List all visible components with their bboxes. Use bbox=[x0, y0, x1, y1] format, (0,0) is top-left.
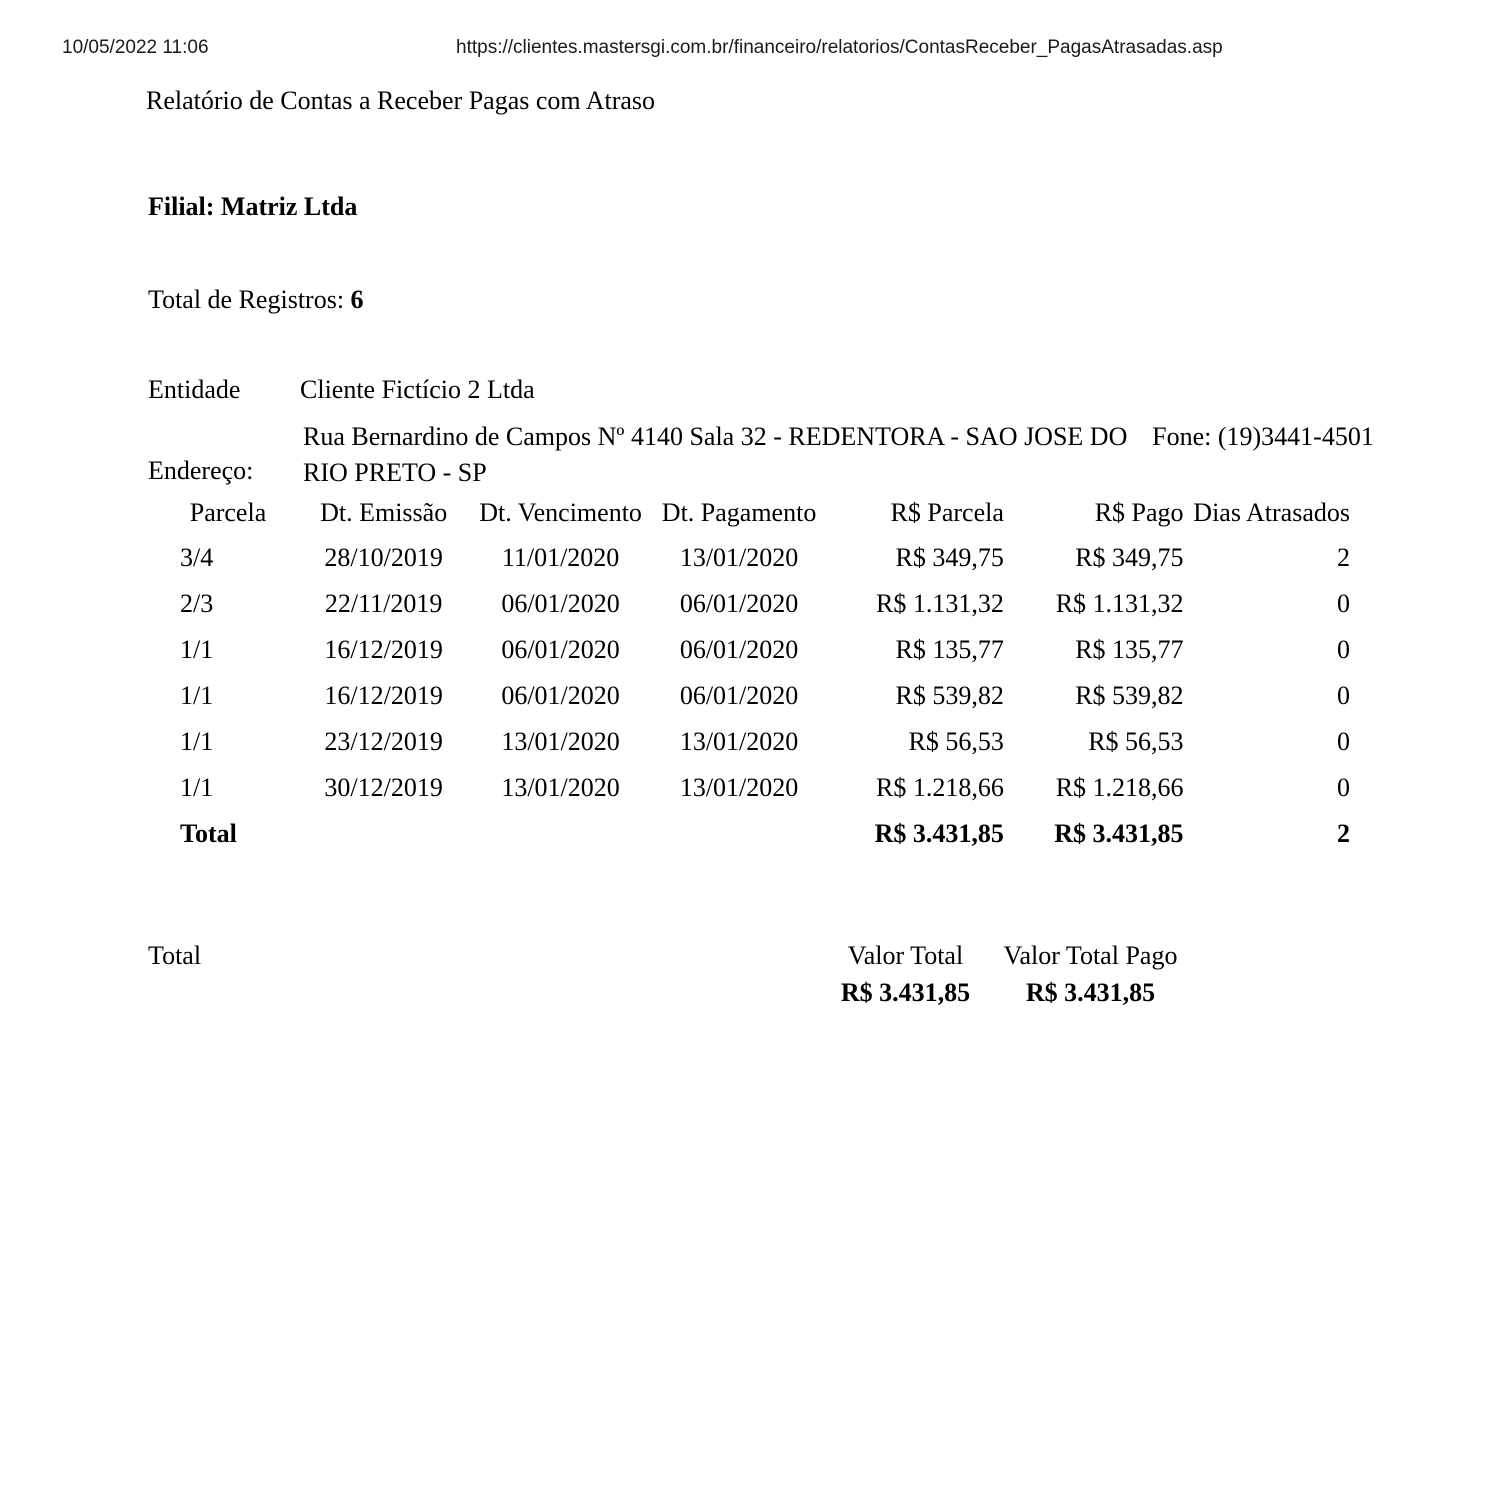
cell-emissao: 16/12/2019 bbox=[324, 681, 443, 710]
cell-valor-pago: R$ 1.131,32 bbox=[1055, 589, 1184, 618]
cell-dias-atrasados: 2 bbox=[1337, 543, 1350, 572]
address-label: Endereço: bbox=[148, 456, 254, 485]
table-row bbox=[160, 627, 1350, 673]
grand-total-header-valor-total-pago: Valor Total Pago bbox=[1003, 941, 1178, 970]
cell-parcela: 1/1 bbox=[180, 773, 214, 802]
grand-total-label: Total bbox=[148, 941, 202, 970]
cell-valor-parcela: R$ 135,77 bbox=[895, 635, 1004, 664]
cell-valor-parcela: R$ 56,53 bbox=[908, 727, 1004, 756]
page-title: Relatório de Contas a Receber Pagas com Atraso bbox=[146, 86, 656, 115]
table-header bbox=[160, 495, 1350, 535]
column-header-emissao: Dt. Emissão bbox=[320, 498, 448, 527]
grand-total-header-valor-total: Valor Total bbox=[847, 941, 964, 970]
table-body bbox=[160, 535, 1350, 857]
column-header-vencimento: Dt. Vencimento bbox=[479, 498, 642, 527]
entity-label: Entidade bbox=[148, 375, 241, 404]
cell-valor-pago: R$ 1.218,66 bbox=[1055, 773, 1184, 802]
cell-parcela: 1/1 bbox=[180, 681, 214, 710]
cell-valor-pago: R$ 135,77 bbox=[1075, 635, 1184, 664]
cell-valor-parcela: R$ 349,75 bbox=[895, 543, 1004, 572]
grand-total-value-row bbox=[823, 974, 1193, 1012]
table-header-row bbox=[160, 495, 1350, 535]
grand-total-valor-total-pago: R$ 3.431,85 bbox=[1025, 978, 1156, 1007]
total-records-value: 6 bbox=[350, 285, 364, 314]
cell-dias-atrasados: 0 bbox=[1337, 589, 1350, 618]
cell-pagamento: 13/01/2020 bbox=[679, 773, 799, 802]
cell-dias-atrasados: 0 bbox=[1337, 635, 1350, 664]
address-row bbox=[148, 419, 1378, 491]
total-label: Total bbox=[180, 819, 237, 848]
total-emissao bbox=[296, 811, 471, 857]
cell-parcela: 3/4 bbox=[180, 543, 214, 572]
total-records-label: Total de Registros: bbox=[148, 285, 345, 314]
cell-vencimento: 06/01/2020 bbox=[501, 589, 620, 618]
grand-total-header bbox=[823, 938, 1193, 974]
table-row bbox=[160, 581, 1350, 627]
browser-print-header bbox=[0, 36, 1500, 60]
cell-valor-pago: R$ 56,53 bbox=[1088, 727, 1184, 756]
cell-pagamento: 13/01/2020 bbox=[679, 543, 799, 572]
column-header-parcela: Parcela bbox=[189, 498, 267, 527]
table-row bbox=[160, 765, 1350, 811]
grand-total-table bbox=[823, 938, 1193, 1012]
cell-pagamento: 06/01/2020 bbox=[679, 635, 799, 664]
cell-emissao: 22/11/2019 bbox=[324, 589, 443, 618]
entity-row bbox=[148, 374, 1378, 406]
column-header-valor-parcela: R$ Parcela bbox=[890, 498, 1004, 527]
cell-parcela: 2/3 bbox=[180, 589, 214, 618]
cell-emissao: 28/10/2019 bbox=[324, 543, 443, 572]
cell-vencimento: 06/01/2020 bbox=[501, 635, 620, 664]
cell-parcela: 1/1 bbox=[180, 635, 214, 664]
cell-vencimento: 06/01/2020 bbox=[501, 681, 620, 710]
table-total-row bbox=[160, 811, 1350, 857]
total-valor-pago: R$ 3.431,85 bbox=[1054, 819, 1184, 848]
cell-valor-pago: R$ 349,75 bbox=[1075, 543, 1184, 572]
cell-vencimento: 11/01/2020 bbox=[501, 543, 620, 572]
total-pagamento bbox=[650, 811, 829, 857]
cell-valor-parcela: R$ 539,82 bbox=[895, 681, 1004, 710]
branch-heading: Filial: Matriz Ltda bbox=[148, 192, 358, 221]
cell-valor-parcela: R$ 1.218,66 bbox=[876, 773, 1004, 802]
cell-emissao: 23/12/2019 bbox=[324, 727, 443, 756]
grand-total-body bbox=[823, 974, 1193, 1012]
print-url: https://clientes.mastersgi.com.br/financeiro/relatorios/ContasReceber_PagasAtrasadas.asp bbox=[456, 37, 1223, 58]
cell-emissao: 30/12/2019 bbox=[324, 773, 443, 802]
total-vencimento bbox=[471, 811, 650, 857]
column-header-valor-pago: R$ Pago bbox=[1094, 498, 1184, 527]
cell-vencimento: 13/01/2020 bbox=[501, 773, 620, 802]
column-header-dias-atrasados: Dias Atrasados bbox=[1193, 498, 1350, 527]
cell-emissao: 16/12/2019 bbox=[324, 635, 443, 664]
print-timestamp: 10/05/2022 11:06 bbox=[62, 37, 209, 58]
cell-dias-atrasados: 0 bbox=[1337, 773, 1350, 802]
installments-table bbox=[160, 495, 1350, 857]
total-records-line bbox=[148, 284, 364, 316]
cell-pagamento: 13/01/2020 bbox=[679, 727, 799, 756]
table-row bbox=[160, 535, 1350, 581]
table-row bbox=[160, 719, 1350, 765]
phone-value: Fone: (19)3441-4501 bbox=[1152, 422, 1374, 451]
address-value: Rua Bernardino de Campos Nº 4140 Sala 32 - REDENTORA - SAO JOSE DO RIO PRETO - SP bbox=[303, 422, 1128, 487]
total-valor-parcela: R$ 3.431,85 bbox=[874, 819, 1004, 848]
cell-pagamento: 06/01/2020 bbox=[679, 681, 799, 710]
entity-info-block bbox=[148, 374, 1378, 491]
table-row bbox=[160, 673, 1350, 719]
cell-pagamento: 06/01/2020 bbox=[679, 589, 799, 618]
column-header-pagamento: Dt. Pagamento bbox=[661, 498, 817, 527]
grand-total-valor-total: R$ 3.431,85 bbox=[840, 978, 971, 1007]
cell-valor-pago: R$ 539,82 bbox=[1075, 681, 1184, 710]
cell-valor-parcela: R$ 1.131,32 bbox=[876, 589, 1004, 618]
cell-vencimento: 13/01/2020 bbox=[501, 727, 620, 756]
cell-dias-atrasados: 0 bbox=[1337, 727, 1350, 756]
total-dias-atrasados: 2 bbox=[1337, 819, 1350, 848]
entity-name: Cliente Fictício 2 Ltda bbox=[300, 375, 535, 404]
cell-dias-atrasados: 0 bbox=[1337, 681, 1350, 710]
grand-total-header-row bbox=[823, 938, 1193, 974]
cell-parcela: 1/1 bbox=[180, 727, 214, 756]
